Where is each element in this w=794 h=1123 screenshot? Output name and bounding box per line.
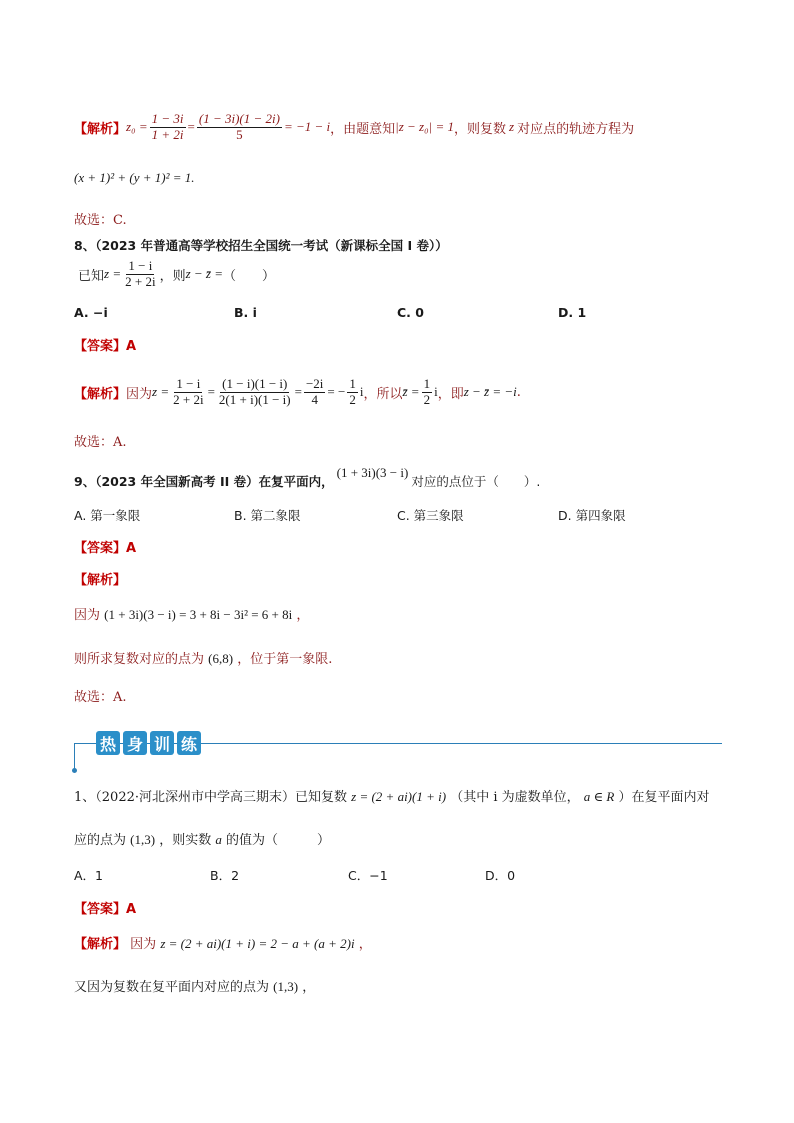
option-a[interactable]: A．1 bbox=[74, 868, 104, 883]
math-expr: i bbox=[434, 384, 438, 399]
question-text: ）在复平面内对 bbox=[618, 790, 710, 805]
option-d[interactable]: D．0 bbox=[485, 868, 516, 883]
math-expr: (6,8) bbox=[208, 651, 234, 666]
fraction bbox=[304, 377, 325, 408]
solution-text: ，即 bbox=[437, 386, 464, 402]
banner-rule-vertical bbox=[74, 743, 75, 771]
math-expr: a ∈ R bbox=[583, 789, 615, 804]
solution-text: 又因为复数在复平面内对应的点为 bbox=[74, 980, 270, 995]
math-expr: z̄ = bbox=[402, 384, 420, 399]
question-8-solution: 【解析】 因为 z = $\frac{1 - i}{2 + 2i}$ = $\frac{(1 - i)(1 - i)}{2(1 + i)(1 - i)}$ = $\frac{-2i}{4}$ = − $\frac{1}{2}$ i ，所以 z̄ = $\frac{1}{2}$ i ，即 z − z̄ = −i . bbox=[74, 375, 521, 407]
trajectory-equation: (x + 1)² + (y + 1)² = 1. bbox=[74, 170, 195, 185]
math-expr: (1,3) bbox=[273, 979, 299, 994]
math-expr: (1 + 3i)(3 − i) = 3 + 8i − 3i² = 6 + 8i bbox=[104, 607, 293, 622]
answer-line: 故选：A. bbox=[74, 690, 127, 705]
question-text: 对应的点位于（ ）. bbox=[411, 474, 541, 489]
fraction-denominator: 5 bbox=[236, 126, 243, 142]
fraction-denominator: 2 bbox=[349, 391, 356, 407]
fraction-denominator: 2 bbox=[423, 391, 431, 407]
solution-text: ， bbox=[302, 980, 316, 995]
z0-label: z₀ = bbox=[126, 119, 148, 134]
question-9-solution-line-2 bbox=[74, 648, 332, 667]
option-a[interactable]: A. −i bbox=[74, 305, 108, 320]
option-b[interactable]: B. 第二象限 bbox=[234, 508, 301, 523]
stem-text: 已知 bbox=[78, 268, 105, 284]
banner-char: 热 bbox=[96, 731, 120, 755]
warmup-1-line-2 bbox=[74, 829, 330, 848]
math-expr: i bbox=[359, 384, 364, 399]
math-variable: z bbox=[509, 119, 515, 134]
option-a[interactable]: A. 第一象限 bbox=[74, 508, 141, 523]
question-8-title: 8、（2023 年普通高等学校招生全国统一考试（新课标全国 I 卷）） bbox=[74, 238, 448, 253]
math-expr: = − bbox=[327, 384, 346, 399]
section-banner bbox=[96, 731, 201, 757]
solution-text: ， bbox=[296, 608, 310, 623]
answer-tag: 【答案】 bbox=[74, 339, 127, 354]
question-text: ，则实数 bbox=[159, 833, 212, 848]
answer-line: 故选：A. bbox=[74, 435, 127, 450]
math-expr: z = (2 + ai)(1 + i) bbox=[351, 789, 447, 804]
solution-text: 因为 bbox=[74, 608, 101, 623]
question-text: 9、（2023 年全国新高考 II 卷）在复平面内， bbox=[74, 474, 334, 489]
answer-value: A bbox=[126, 541, 137, 556]
fraction-numerator: (1 − 3i)(1 − 2i) bbox=[198, 110, 280, 126]
question-9-title bbox=[74, 466, 540, 496]
answer-row bbox=[74, 537, 136, 556]
fraction bbox=[422, 377, 433, 408]
solution-text: 则所求复数对应的点为 bbox=[74, 652, 205, 667]
math-expr: z = bbox=[104, 266, 122, 281]
banner-char: 身 bbox=[123, 731, 147, 755]
fraction bbox=[347, 377, 358, 408]
answer-row bbox=[74, 898, 136, 917]
banner-char: 训 bbox=[150, 731, 174, 755]
question-8-stem bbox=[78, 256, 275, 292]
solution-tag-row bbox=[74, 569, 126, 588]
warmup-1-solution-line-2 bbox=[74, 976, 315, 995]
math-expr: z − z̄ = −i bbox=[463, 384, 517, 399]
fraction-numerator: 1 − i bbox=[176, 375, 201, 391]
fraction-numerator: −2i bbox=[305, 375, 324, 391]
solution-tag: 【解析】 bbox=[74, 573, 127, 588]
solution-text: 因为 bbox=[126, 386, 153, 402]
banner-char: 练 bbox=[177, 731, 201, 755]
warmup-1-title bbox=[74, 786, 710, 805]
math-variable: a bbox=[215, 832, 222, 847]
question-text: （其中 i 为虚数单位， bbox=[450, 790, 580, 805]
fraction-numerator: 1 bbox=[349, 375, 356, 391]
fraction-denominator: 2(1 + i)(1 − i) bbox=[218, 391, 291, 407]
fraction-denominator: 1 + 2i bbox=[151, 126, 184, 142]
answer-value: A bbox=[126, 902, 137, 917]
prev-solution-line bbox=[74, 108, 634, 146]
math-abs: |z − z₀| = 1 bbox=[395, 119, 454, 134]
option-c[interactable]: C．−1 bbox=[348, 868, 388, 883]
answer-line: 故选：C. bbox=[74, 213, 127, 228]
solution-text: ，则复数 bbox=[454, 121, 507, 137]
fraction-denominator: 2 + 2i bbox=[173, 391, 204, 407]
question-text: 1、（2022·河北深州市中学高三期末）已知复数 bbox=[74, 790, 347, 805]
question-9-solution-line-1 bbox=[74, 604, 309, 623]
solution-text: ，位于第一象限. bbox=[237, 652, 333, 667]
fraction-numerator: (1 − i)(1 − i) bbox=[222, 375, 288, 391]
math-expr: z − z̄ = bbox=[185, 266, 223, 281]
solution-text: ，所以 bbox=[363, 386, 403, 402]
math-expr: z = (2 + ai)(1 + i) = 2 − a + (a + 2)i bbox=[160, 936, 355, 951]
equals-sign: = bbox=[187, 119, 195, 134]
fraction-denominator: 4 bbox=[311, 391, 318, 407]
option-c[interactable]: C. 0 bbox=[397, 305, 424, 320]
fraction bbox=[197, 112, 282, 143]
answer-row bbox=[74, 335, 136, 354]
math-expr: z = bbox=[152, 384, 170, 399]
solution-text: ， bbox=[358, 937, 372, 952]
question-text: 应的点为 bbox=[74, 833, 127, 848]
fraction bbox=[150, 112, 186, 143]
fraction-numerator: 1 − i bbox=[128, 257, 153, 273]
solution-text: ，由题意知 bbox=[330, 121, 396, 137]
math-expr: (1 + 3i)(3 − i) bbox=[336, 465, 409, 480]
solution-tag: 【解析】 bbox=[74, 937, 127, 952]
solution-text: 对应点的轨迹方程为 bbox=[517, 121, 635, 137]
fraction-denominator: 2 + 2i bbox=[125, 273, 156, 289]
fraction bbox=[123, 259, 157, 290]
warmup-1-solution-line-1 bbox=[74, 933, 372, 952]
option-d[interactable]: D. 1 bbox=[558, 305, 587, 320]
math-expr: (1,3) bbox=[130, 832, 156, 847]
fraction-numerator: 1 − 3i bbox=[151, 110, 184, 126]
question-text: 的值为（ ） bbox=[226, 833, 331, 848]
option-b[interactable]: B．2 bbox=[210, 868, 240, 883]
option-b[interactable]: B. i bbox=[234, 305, 257, 320]
option-d[interactable]: D. 第四象限 bbox=[558, 508, 626, 523]
solution-text: 因为 bbox=[130, 937, 157, 952]
math-result: = −1 − i bbox=[283, 119, 331, 134]
fraction-numerator: 1 bbox=[423, 375, 431, 391]
option-c[interactable]: C. 第三象限 bbox=[397, 508, 464, 523]
banner-dot bbox=[72, 768, 77, 773]
fraction bbox=[171, 377, 205, 408]
solution-tag: 【解析】 bbox=[74, 386, 127, 402]
stem-text: ，则 bbox=[159, 268, 186, 284]
solution-tag: 【解析】 bbox=[74, 121, 127, 137]
answer-tag: 【答案】 bbox=[74, 902, 127, 917]
answer-tag: 【答案】 bbox=[74, 541, 127, 556]
fraction bbox=[217, 377, 293, 408]
solution-text: . bbox=[516, 384, 521, 400]
answer-value: A bbox=[126, 339, 137, 354]
stem-text: （ ） bbox=[223, 268, 276, 284]
